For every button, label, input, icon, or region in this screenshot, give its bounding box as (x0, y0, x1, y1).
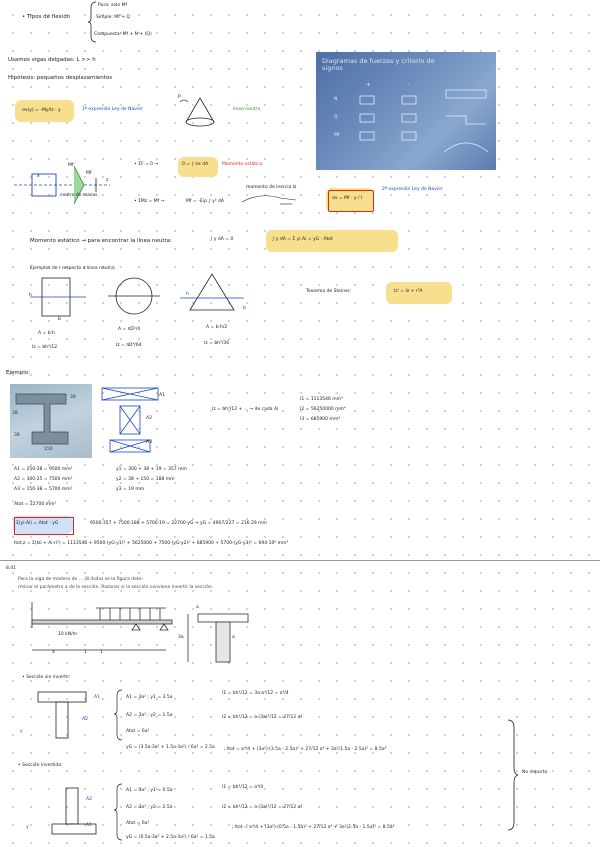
photo-dim-2: 38 (12, 411, 18, 416)
ejemplo-area-3: A3 = 150·38 = 5700 mm² (14, 487, 73, 492)
shape-tri-h: h (186, 292, 189, 297)
fig-label-cm: centro de masas (60, 193, 98, 198)
t-label-a1: A1 (94, 695, 100, 700)
ejemplo-part-a2: A2 (146, 416, 152, 421)
ejemplo-area-1: A1 = 250·38 = 9500 mm² (14, 467, 73, 472)
inv-line-4: yG = (0.5a·3a² + 2.5a·3a²) / 6a² = 1.5a (126, 835, 215, 840)
inv-label-y: y (26, 825, 29, 830)
inercia-note: momento de inercia Iz (246, 185, 297, 190)
tipos-flexion-bullet: • Tipos de flexión (22, 14, 71, 20)
photo-dim-1: 38 (70, 395, 76, 400)
inv-inertia-1: I1 = bh³/12 = a⁴/4 (222, 785, 264, 790)
t-label-a2: A2 (82, 717, 88, 722)
yg-box-text: Σ(yi·Ai) = Atot · yG (16, 521, 59, 526)
momento-estatico-eq2: ∫ y dA = Σ yi Ai = yG · Atot (272, 237, 333, 242)
linea-neutra-note: línea neutra (233, 107, 261, 112)
dim-1b: 1 (100, 650, 103, 655)
momento-estatico-note: Momento estático (222, 162, 263, 167)
fig-label-z: z (106, 178, 109, 183)
photo-dim-4: 150 (44, 447, 53, 452)
tipo-simple: Simple: Mf + Q (96, 15, 130, 20)
itot-example: Itot,z = Σ(Izi + Ai·ri²) = 1113546 + 9500·(yG-y1)² + 5625000 + 7500·(yG-y2)² + 685900 + 5700·(yG-y3)² = 694·10⁶ mm⁴ (14, 541, 289, 546)
shape-circ-inertia: Iz = πD⁴/64 (116, 343, 142, 348)
momento-estatico-line: Momento estático → para encontrar la línea neutra: (30, 238, 173, 244)
sum-m-result: Mf = -E/ρ ∫ y² dA (186, 199, 224, 204)
no-inv-line-1: A1 = 3a² ; y1 = 3.5a (126, 695, 173, 700)
photo-sketches (316, 52, 496, 170)
cone-figure (180, 96, 230, 130)
navier-note-1: 1ª expresión Ley de Navier (82, 107, 143, 112)
ejemplo-inertia-1: I1 = 1113546 mm⁴ (300, 397, 343, 402)
shape-examples (30, 272, 330, 332)
dim-4: 4 (52, 650, 55, 655)
ejemplo-y-1: y1 = 300 + 38 + 19 = 357 mm (116, 467, 187, 472)
ejemplo-atot: Atot = 22700 mm² (14, 502, 57, 507)
ejemplo-part-a1: A1 (159, 393, 165, 398)
sum-f-result: 0 = ∫ σx dA (182, 162, 209, 167)
inv-itot: ; Itot = a⁴/4 + (3a²)·(0.5a - 1.5a)² + 27/12 a⁴ + 3a²(2.5a - 1.5a)² = 8.5a⁴ (232, 825, 395, 830)
no-inv-line-2: A2 = 3a² ; y2 = 1.5a (126, 713, 173, 718)
ejemplo-inertia-2: I2 = 56250000 mm⁴ (300, 407, 346, 412)
ejemplo-photo (10, 384, 92, 458)
no-inv-line-4: yG = (3.5a·3a² + 1.5a·3a²) / 6a² = 2.5a (126, 745, 215, 750)
photo-minus: - (408, 82, 410, 88)
inv-label-a2: A2 (86, 797, 92, 802)
dim-1a: 1 (84, 650, 87, 655)
inv-line-2: A2 = 3a² ; y2 = 2.5a (126, 805, 173, 810)
navier-result: σx = Mf · y / I (332, 196, 363, 201)
navier-note-2: 2ª expresión Ley de Navier (382, 187, 443, 192)
inv-inertia-2: I2 = bh³/12 = a·(3a)³/12 = 27/12 a⁴ (222, 805, 303, 810)
dim-a-top: a (196, 605, 199, 610)
ejemplo-y-2: y2 = 38 + 150 = 188 mm (116, 477, 175, 482)
inv-label-a1: A1 (86, 823, 92, 828)
photo-dim-3: 38 (14, 433, 20, 438)
brace-no-inv (114, 690, 124, 740)
inv-line-1: A1 = 3a² ; y1 = 0.5a (126, 788, 173, 793)
sum-m: • ΣMz = Mf → (134, 199, 165, 204)
section-divider (0, 560, 600, 561)
brace-inv (114, 784, 124, 840)
hipotesis: Hipótesis: pequeños desplazamientos (8, 75, 113, 81)
ejemplos-title: Ejemplos de I respecto a línea neutra: (30, 266, 116, 271)
ejemplo-inertia-3: I3 = 685900 mm⁴ (300, 417, 341, 422)
problem-text-1: Para la viga de madera de ... (8.4x4a) se la figura dete- (18, 577, 144, 582)
seccion-no-inv-title: • Sección sin invertir: (22, 675, 71, 680)
load-label: 10 kN/m (58, 632, 78, 637)
problem-text-2: rminar el parámetro a de la sección. Razonar si la sección conviene invertir la sección. (18, 585, 214, 590)
momento-estatico-eq: ∫ y dA = 0 (210, 237, 234, 242)
shape-rect-inertia: Iz = bh³/12 (32, 345, 58, 350)
fig-label-mf1: Mf (68, 163, 74, 168)
shape-rect-area: A = b·h (38, 331, 55, 336)
p-label: P (178, 95, 181, 100)
yg-calc: 9500·357 + 7500·188 + 5700·19 = 22700·yG → yG = 4907/227 = 216.29 mm (90, 521, 267, 526)
fig-label-mf2: Mf (86, 171, 92, 176)
shape-rect-b: b (58, 317, 61, 322)
dim-a-web: a (232, 635, 235, 640)
no-inv-inertia-2: I2 = bh³/12 = a·(3a)³/12 = 27/12 a⁴ (222, 715, 303, 720)
formula-navier-1: σx(y) = -My/Iz · y (22, 108, 61, 113)
photo-plus: + (366, 82, 371, 88)
shape-rect-h: h (29, 293, 32, 298)
ejemplo-area-2: A2 = 300·25 = 7500 mm² (14, 477, 73, 482)
sum-f: • ΣF = 0 → (134, 162, 159, 167)
shape-tri-b: b (243, 306, 246, 311)
dim-3a: 3a (178, 635, 184, 640)
brace-right (506, 720, 520, 830)
steiner-title: Teorema de Steiner: (306, 289, 352, 294)
no-inv-itot: ; Itot = a⁴/4 + (3a²)·(3.5a - 2.5a)² + 27/12 a⁴ + 3a²(1.5a - 2.5a)² = 8.5a⁴ (224, 747, 387, 752)
ejemplo-title: Ejemplo: (6, 370, 30, 376)
inverted-t-figure (48, 786, 108, 842)
photo-row-q: Q (334, 115, 338, 120)
shape-circ-area: A = πD²/4 (118, 327, 141, 332)
diagram-photo (316, 52, 496, 170)
shape-tri-area: A = b·h/2 (206, 325, 228, 330)
t-label-y: y (20, 729, 23, 734)
tipo-compuesta: Compuesta: Mf + N + (Q) (94, 32, 152, 37)
photo-row-n: N (334, 97, 338, 102)
tipo-pura: Pura: solo Mf (98, 3, 128, 8)
ejemplo-part-a3: A3 (146, 440, 152, 445)
problem-id: 8.41 (6, 566, 17, 571)
no-importa: No importa (522, 770, 548, 775)
ejemplo-y-3: y3 = 19 mm (116, 487, 145, 492)
photo-title: Diagramas de fuerzas y criterio de signos (322, 57, 435, 73)
steiner-formula: Iz' = Iz + r²A (394, 289, 423, 294)
no-inv-line-3: Atot = 6a² (126, 729, 150, 734)
fig-label-x: x (37, 174, 40, 179)
shape-tri-inertia: Iz = bh³/36 (204, 341, 230, 346)
photo-row-mf: Mf (334, 133, 340, 138)
ejemplo-formula: Iz = bh³/12 + ... → de cada Ai (212, 407, 279, 412)
inv-line-3: Atot = 6a² (126, 821, 150, 826)
seccion-inv-title: • Sección invertida: (18, 763, 63, 768)
usamos-vigas: Usamos vigas delgadas: L >> h (8, 57, 96, 63)
beam-section-figure (14, 160, 114, 210)
no-inv-inertia-1: I1 = bh³/12 = 3a·a³/12 = a⁴/4 (222, 691, 289, 696)
